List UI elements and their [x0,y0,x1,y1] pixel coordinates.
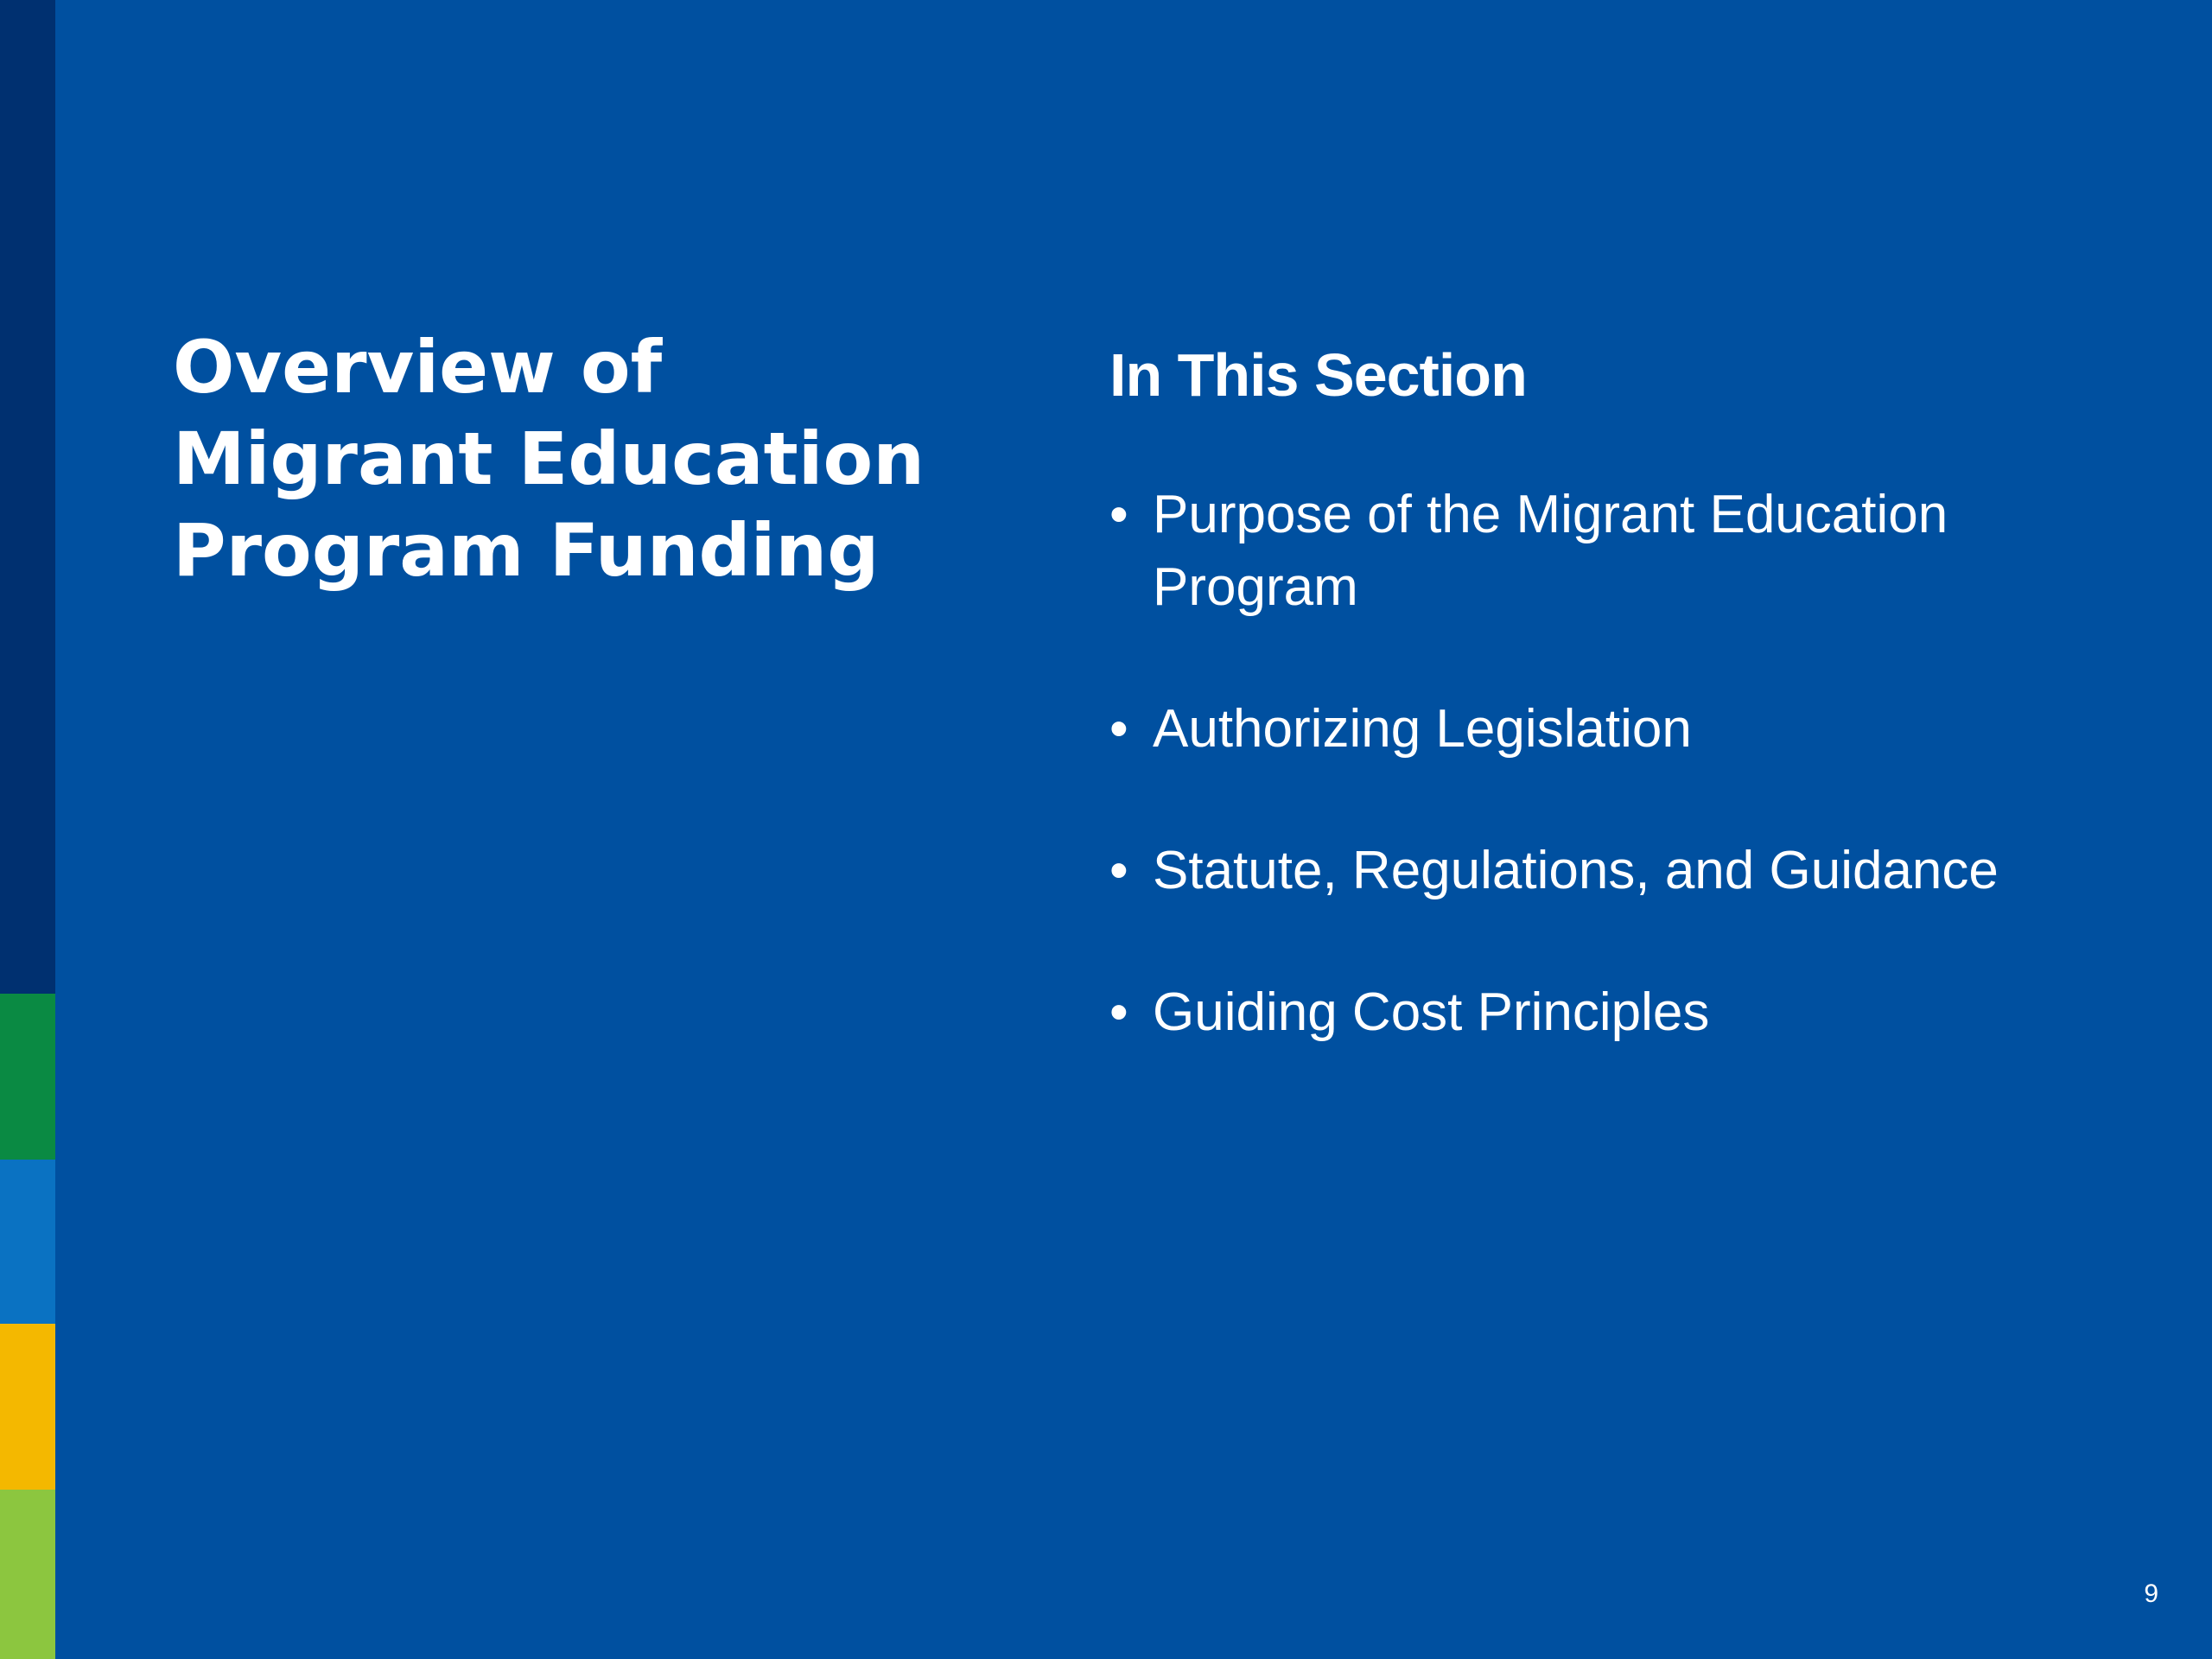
bullet-dot-icon: • [1109,841,1128,900]
bullet-item [1109,479,2146,624]
accent-segment-lime [0,1490,55,1659]
bullet-text: Purpose of the Migrant Education Program [1153,485,1948,617]
bullet-dot-icon: • [1109,485,1128,544]
bullet-dot-icon: • [1109,699,1128,759]
accent-segment-blue [0,1160,55,1324]
bullet-item [1109,976,2146,1049]
accent-segment-green [0,994,55,1160]
section-bullet-list [1109,479,2146,1049]
slide-title [173,321,968,596]
bullet-text: Guiding Cost Principles [1153,982,1710,1042]
bullet-item [1109,835,2146,907]
section-heading: In This Section [1109,341,1527,409]
page-number: 9 [2144,1580,2158,1608]
accent-segment-yellow [0,1324,55,1490]
slide-title-line: Program Funding [173,508,880,593]
slide-title-line: Migrant Education [173,416,925,501]
accent-color-bar [0,0,55,1659]
bullet-item [1109,693,2146,766]
bullet-text: Statute, Regulations, and Guidance [1153,841,1999,900]
slide-title-line: Overview of [173,325,663,410]
bullet-text: Authorizing Legislation [1153,699,1692,759]
bullet-dot-icon: • [1109,982,1128,1042]
accent-segment-navy [0,0,55,994]
